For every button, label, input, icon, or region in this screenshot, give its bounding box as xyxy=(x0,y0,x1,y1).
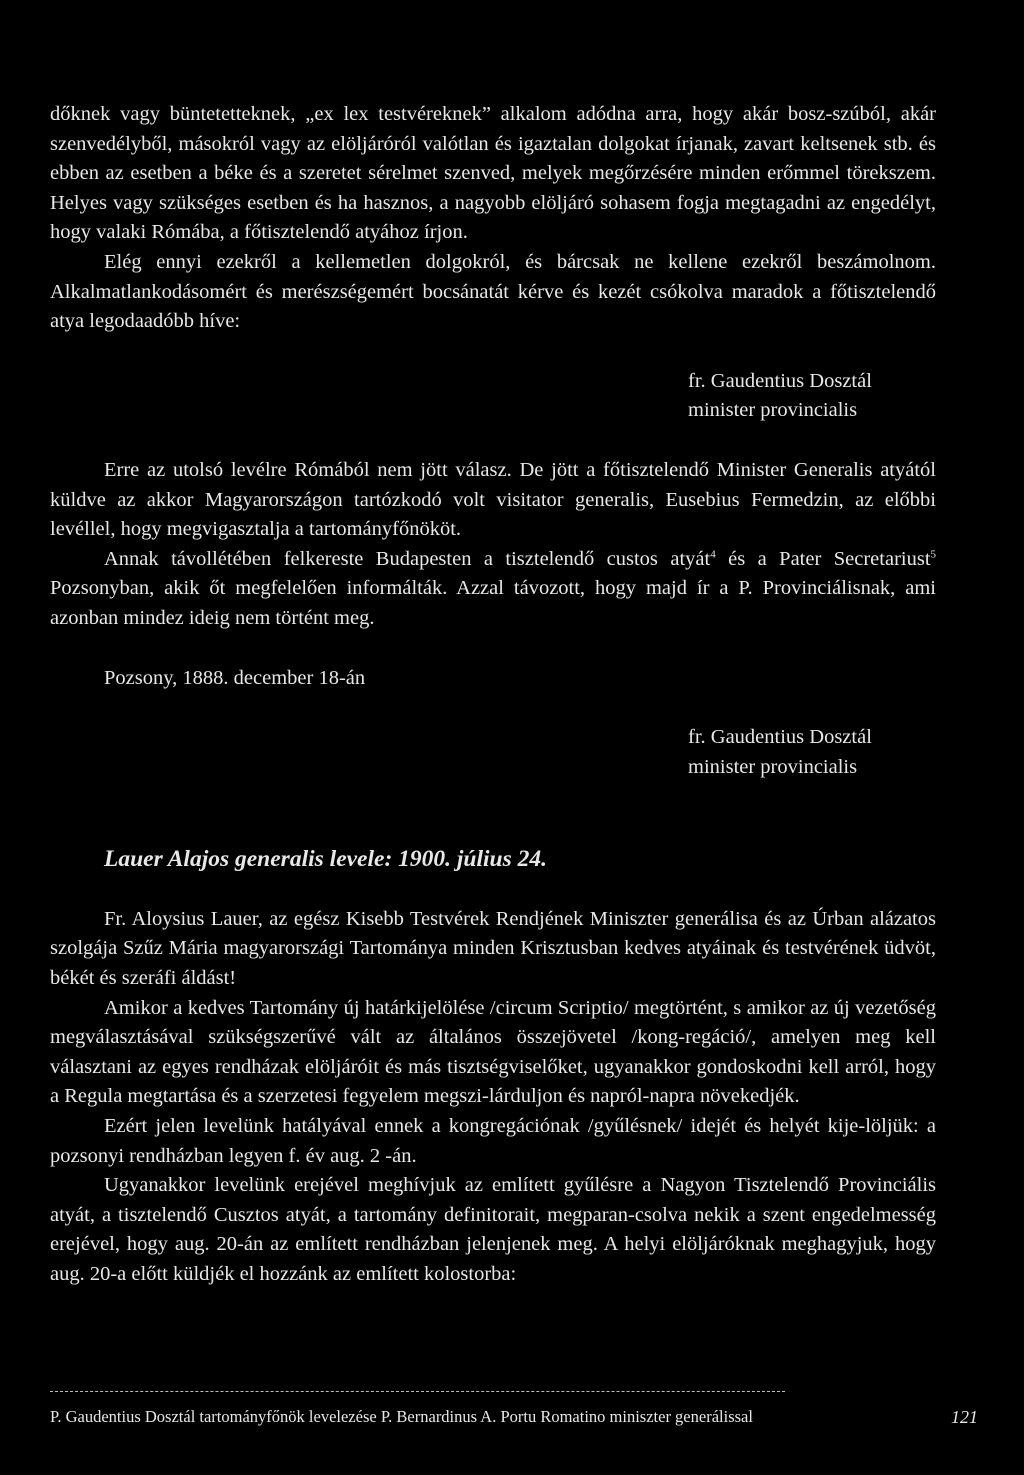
paragraph-4: Annak távollétében felkereste Budapesten a tisztelendő custos atyát$^4$ és a Pater Secretariust$^5$ Pozsonyban, akik őt megfelelően informálták. Azzal távozott, hogy majd ír a P. Provinciálisnak, ami azonban mindez ideig nem történt meg. xyxy=(50,547,937,629)
signature-name: fr. Gaudentius Dosztál xyxy=(688,369,872,392)
signature-title: minister provincialis xyxy=(688,399,858,422)
paragraph-6: Amikor a kedves Tartomány új határkijelölése /circum Scriptio/ megtörtént, s amikor az új vezetőség megválasztásával szükségszerűvé vált az általános összejövetel /kong-regáció/, amelyen meg kell választani az egyes rendházak elöljáróit és más tisztségviselőket, ugyanakkor gondoskodni kell arról, hogy a Regula megtartása és a szerzetesi fegyelem megszi-lárduljon és napról-napra növekedjék. xyxy=(50,996,936,1108)
signature-block-2 xyxy=(688,723,936,782)
signature-title: minister provincialis xyxy=(688,755,858,778)
running-title: P. Gaudentius Dosztál tartományfőnök levelezése P. Bernardinus A. Portu Romatino miniszter generálissal xyxy=(50,1407,753,1426)
signature-block-1 xyxy=(688,367,936,426)
page-body xyxy=(50,100,936,1290)
page-number: 121 xyxy=(951,1407,978,1427)
paragraph-2: Elég ennyi ezekről a kellemetlen dolgokról, és bárcsak ne kellene ezekről beszámolnom. Alkalmatlankodásomért és merészségemért bocsánatát kérve és kezét csókolva maradok a főtisztelendő atya legodaadóbb híve: xyxy=(50,250,936,333)
paragraph-8: Ugyanakkor levelünk erejével meghívjuk az említett gyűlésre a Nagyon Tisztelendő Provinciális atyát, a tisztelendő Cusztos atyát, a tartomány definitorait, megparan-csolva nekik a szent engedelmesség erejével, hogy aug. 20-án az említett rendházban jelenjenek meg. A helyi elöljáróknak meghagyjuk, hogy aug. 20-a előtt küldjék el hozzánk az említett kolostorba: xyxy=(50,1174,936,1285)
signature-name: fr. Gaudentius Dosztál xyxy=(688,726,872,749)
section-heading: Lauer Alajos generalis levele: 1900. július 24. xyxy=(104,846,548,873)
footer-rule xyxy=(50,1391,785,1392)
footnote-ref-4[interactable]: 4 xyxy=(710,548,716,561)
paragraph-7: Ezért jelen levelünk hatályával ennek a kongregációnak /gyűlésnek/ idejét és helyét kije-löljük: a pozsonyi rendházban legyen f. év aug. 2 -án. xyxy=(50,1115,936,1167)
footnote-ref-5[interactable]: 5 xyxy=(930,548,937,561)
paragraph-3: Erre az utolsó levélre Rómából nem jött válasz. De jött a főtisztelendő Minister Generalis atyától küldve az akkor Magyarországon tartózkodó volt visitator generalis, Eusebius Fermedzin, az előbbi levéllel, hogy megvigasztalja a tartományfőnököt. xyxy=(50,458,936,541)
paragraph-5: Fr. Aloysius Lauer, az egész Kisebb Testvérek Rendjének Miniszter generálisa és az Úrban alázatos szolgája Szűz Mária magyarországi Tartománya minden Krisztusban kedves atyáinak és testvérének üdvöt, békét és szeráfi áldást! xyxy=(50,907,936,990)
page-footer xyxy=(50,1406,978,1428)
letter-date: Pozsony, 1888. december 18-án xyxy=(104,666,366,689)
paragraph-1: dőknek vagy büntetetteknek, „ex lex testvéreknek” alkalom adódna arra, hogy akár bosz-szúból, akár szenvedélyből, másokról vagy az elöljáróról valótlan és igaztalan dolgokat írjanak, zavart keltsenek stb. és ebben az esetben a béke és a szeretet sérelmet szenved, melyek megőrzésére minden erőmmel törekszem. Helyes vagy szükséges esetben és ha hasznos, a nagyobb elöljáró sohasem fogja megtagadni az engedélyt, hogy valaki Rómába, a főtisztelendő atyához írjon. xyxy=(50,103,936,244)
